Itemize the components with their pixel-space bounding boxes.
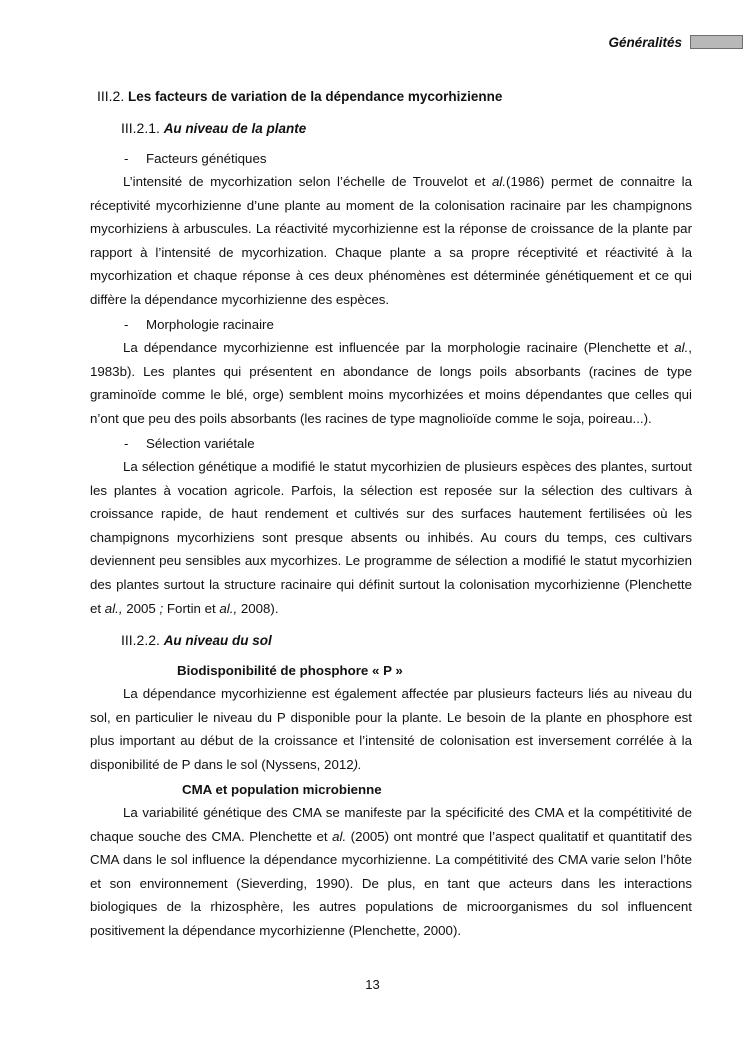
- bullet-dash: -: [124, 436, 129, 451]
- bullet-label: Sélection variétale: [146, 436, 255, 451]
- bullet-dash: -: [124, 151, 129, 166]
- subsection-number: III.2.2.: [121, 632, 160, 648]
- section-heading: [97, 88, 502, 104]
- subsection-heading-plante: [121, 120, 306, 136]
- paragraph-receptivite: L’intensité de mycorhization selon l’échelle de Trouvelot et al.(1986) permet de connaitre la réceptivité mycorhizienne d’une plante au moment de la colonisation racinaire par les champignons mycorhiziens à arbuscules. La réactivité mycorhizienne est la réponse de croissance de la plante par rapport à l’intensité de mycorhization. Chaque plante a sa propre réceptivité et réactivité à la mycorhization et chaque réponse à ces deux phénomènes est déterminée génétiquement et ce qui diffère la dépendance mycorhizienne des espèces.: [90, 174, 692, 307]
- subsection-title: Au niveau du sol: [163, 633, 272, 648]
- section-title: Les facteurs de variation de la dépendance mycorhizienne: [128, 89, 503, 104]
- bullet-label: Facteurs génétiques: [146, 151, 267, 166]
- bullet-label: Morphologie racinaire: [146, 317, 274, 332]
- heading-cma-population: CMA et population microbienne: [182, 782, 382, 797]
- paragraph-phosphore: La dépendance mycorhizienne est également affectée par plusieurs facteurs liés au niveau du sol, en particulier le niveau du P disponible pour la plante. Le besoin de la plante en phosphore est plus important au début de la croissance et l’intensité de colonisation est inversement corrélée à la disponibilité de P dans le sol (Nyssens, 2012).: [90, 686, 692, 772]
- paragraph-morphologie: La dépendance mycorhizienne est influencée par la morphologie racinaire (Plenchette et al., 1983b). Les plantes qui présentent en abondance de longs poils absorbants (racines de type graminoïde comme le blé, orge) semblent moins mycorhizées et moins dépendantes que celles qui n’ont que peu des poils absorbants (les racines de type magnolioïde comme le soja, poireau...).: [90, 340, 692, 426]
- subsection-number: III.2.1.: [121, 120, 160, 136]
- section-number: III.2.: [97, 88, 125, 104]
- subsection-heading-sol: [121, 632, 272, 648]
- subsection-title: Au niveau de la plante: [163, 121, 307, 136]
- header-bar-decoration: [690, 35, 743, 49]
- bullet-selection-varietale: [124, 436, 255, 451]
- paragraph-cma: La variabilité génétique des CMA se manifeste par la spécificité des CMA et la compétitivité de chaque souche des CMA. Plenchette et al. (2005) ont montré que l’aspect qualitatif et quantitatif des CMA dans le sol influence la dépendance mycorhizienne. La compétitivité des CMA varie selon l’hôte et son environnement (Sieverding, 1990). De plus, en tant que acteurs dans les interactions biologiques de la rhizosphère, les autres populations de microorganismes du sol influencent positivement la dépendance mycorhizienne (Plenchette, 2000).: [90, 805, 692, 938]
- page-number: 13: [365, 977, 380, 992]
- bullet-dash: -: [124, 317, 129, 332]
- bullet-facteurs-genetiques: [124, 151, 266, 166]
- paragraph-selection: La sélection génétique a modifié le statut mycorhizien de plusieurs espèces des plantes, surtout les plantes à vocation agricole. Parfois, la sélection est reposée sur la sélection des cultivars à croissance rapide, de haut rendement et cultivés sur des surfaces hautement fertilisées où les champignons mycorhiziens sont presque absents ou inhibés. Au cours du temps, ces cultivars deviennent peu sensibles aux mycorhizes. Le programme de sélection a modifié le statut mycorhizien des plantes surtout la structure racinaire qui définit surtout la colonisation mycorhizienne (Plenchette et al., 2005 ; Fortin et al., 2008).: [90, 459, 692, 616]
- header-title: Généralités: [608, 35, 682, 50]
- bullet-morphologie-racinaire: [124, 317, 274, 332]
- heading-biodisponibilite: Biodisponibilité de phosphore « P »: [177, 663, 403, 678]
